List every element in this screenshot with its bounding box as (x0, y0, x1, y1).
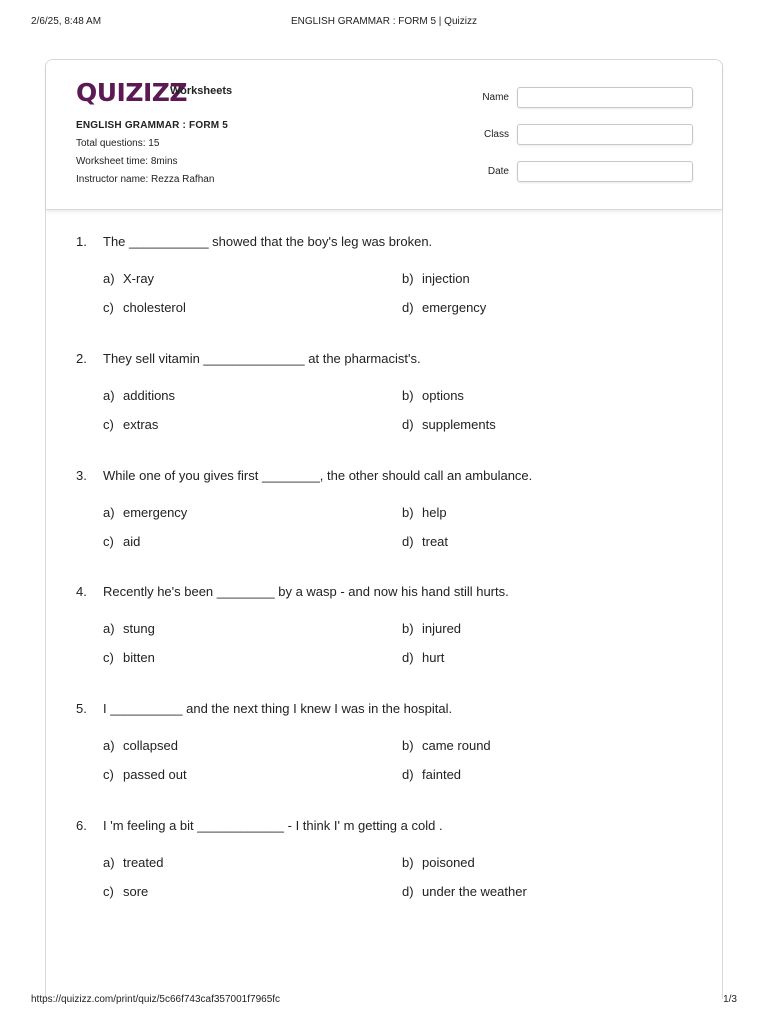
question-text: While one of you gives first ________, the other should call an ambulance. (103, 468, 533, 483)
question-text: I __________ and the next thing I knew I was in the hospital. (103, 701, 453, 716)
option-letter: b) (402, 621, 414, 636)
option-letter: c) (103, 300, 114, 315)
option-letter: a) (103, 505, 115, 520)
option-text: treat (422, 534, 449, 549)
option-letter: c) (103, 417, 114, 432)
question-6 (46, 818, 722, 918)
option-letter: b) (402, 388, 414, 403)
option-text: under the weather (422, 884, 527, 899)
option-b (402, 505, 447, 520)
option-letter: d) (402, 767, 414, 782)
option-a (103, 271, 154, 286)
option-letter: d) (402, 534, 414, 549)
question-text: The ___________ showed that the boy's leg was broken. (103, 234, 433, 249)
question-1 (46, 234, 722, 334)
option-text: extras (123, 417, 159, 432)
option-a (103, 855, 163, 870)
question-3 (46, 468, 722, 568)
option-text: injection (422, 271, 470, 286)
question-number: 1. (76, 234, 87, 249)
quizizz-logo: QUIZIZZ (76, 78, 188, 107)
option-letter: a) (103, 388, 115, 403)
option-letter: a) (103, 738, 115, 753)
option-text: aid (123, 534, 141, 549)
option-text: X-ray (123, 271, 155, 286)
option-d (402, 534, 448, 549)
class-field[interactable] (517, 124, 693, 145)
option-text: fainted (422, 767, 462, 782)
option-c (103, 650, 155, 665)
option-text: bitten (123, 650, 155, 665)
option-text: stung (123, 621, 155, 636)
question-number: 5. (76, 701, 87, 716)
option-text: supplements (422, 417, 496, 432)
option-d (402, 300, 486, 315)
option-letter: b) (402, 855, 414, 870)
worksheet-time: Worksheet time: 8mins (76, 156, 178, 167)
option-letter: d) (402, 300, 414, 315)
option-d (402, 884, 527, 899)
option-d (402, 650, 444, 665)
option-text: emergency (123, 505, 188, 520)
option-b (402, 738, 491, 753)
question-5 (46, 701, 722, 801)
option-text: additions (123, 388, 176, 403)
option-a (103, 388, 175, 403)
question-number: 4. (76, 584, 87, 599)
option-letter: d) (402, 417, 414, 432)
option-letter: d) (402, 884, 414, 899)
option-text: emergency (422, 300, 487, 315)
option-letter: c) (103, 650, 114, 665)
option-text: cholesterol (123, 300, 186, 315)
option-c (103, 767, 187, 782)
option-letter: a) (103, 271, 115, 286)
name-label: Name (482, 92, 509, 103)
page-number: 1/3 (723, 994, 737, 1005)
quiz-title: ENGLISH GRAMMAR : FORM 5 (76, 120, 229, 131)
option-b (402, 621, 461, 636)
worksheet-header (46, 60, 722, 210)
date-label: Date (487, 166, 509, 177)
option-text: poisoned (422, 855, 475, 870)
print-datetime: 2/6/25, 8:48 AM (31, 16, 102, 27)
print-footer (0, 994, 768, 1008)
option-c (103, 884, 148, 899)
option-text: help (422, 505, 447, 520)
date-field[interactable] (517, 161, 693, 182)
option-c (103, 417, 158, 432)
instructor-name: Instructor name: Rezza Rafhan (76, 174, 215, 185)
option-text: collapsed (123, 738, 178, 753)
option-text: came round (422, 738, 491, 753)
option-letter: a) (103, 621, 115, 636)
print-header (0, 16, 768, 30)
print-title: ENGLISH GRAMMAR : FORM 5 | Quizizz (291, 16, 477, 27)
total-questions: Total questions: 15 (76, 138, 160, 149)
option-a (103, 738, 178, 753)
question-text: Recently he's been ________ by a wasp - and now his hand still hurts. (103, 584, 509, 599)
print-url[interactable]: https://quizizz.com/print/quiz/5c66f743caf357001f7965fc (31, 994, 281, 1005)
question-4 (46, 584, 722, 684)
option-d (402, 767, 461, 782)
option-d (402, 417, 496, 432)
option-letter: a) (103, 855, 115, 870)
option-text: options (422, 388, 464, 403)
option-a (103, 621, 155, 636)
class-label: Class (483, 129, 509, 140)
question-text: I 'm feeling a bit ____________ - I think I' m getting a cold . (103, 818, 443, 833)
question-number: 6. (76, 818, 87, 833)
option-b (402, 388, 464, 403)
option-letter: c) (103, 767, 114, 782)
option-letter: b) (402, 271, 414, 286)
option-letter: c) (103, 884, 114, 899)
option-text: hurt (422, 650, 445, 665)
option-a (103, 505, 187, 520)
option-letter: b) (402, 738, 414, 753)
option-text: sore (123, 884, 149, 899)
option-b (402, 855, 475, 870)
question-number: 3. (76, 468, 87, 483)
option-text: passed out (123, 767, 187, 782)
option-text: injured (422, 621, 462, 636)
question-2 (46, 351, 722, 451)
question-text: They sell vitamin ______________ at the pharmacist's. (103, 351, 421, 366)
worksheet (45, 59, 723, 999)
option-letter: c) (103, 534, 114, 549)
option-letter: d) (402, 650, 414, 665)
option-letter: b) (402, 505, 414, 520)
logo-subtitle: Worksheets (170, 85, 233, 97)
option-text: treated (123, 855, 164, 870)
option-c (103, 300, 186, 315)
question-number: 2. (76, 351, 87, 366)
name-field[interactable] (517, 87, 693, 108)
option-c (103, 534, 140, 549)
option-b (402, 271, 470, 286)
